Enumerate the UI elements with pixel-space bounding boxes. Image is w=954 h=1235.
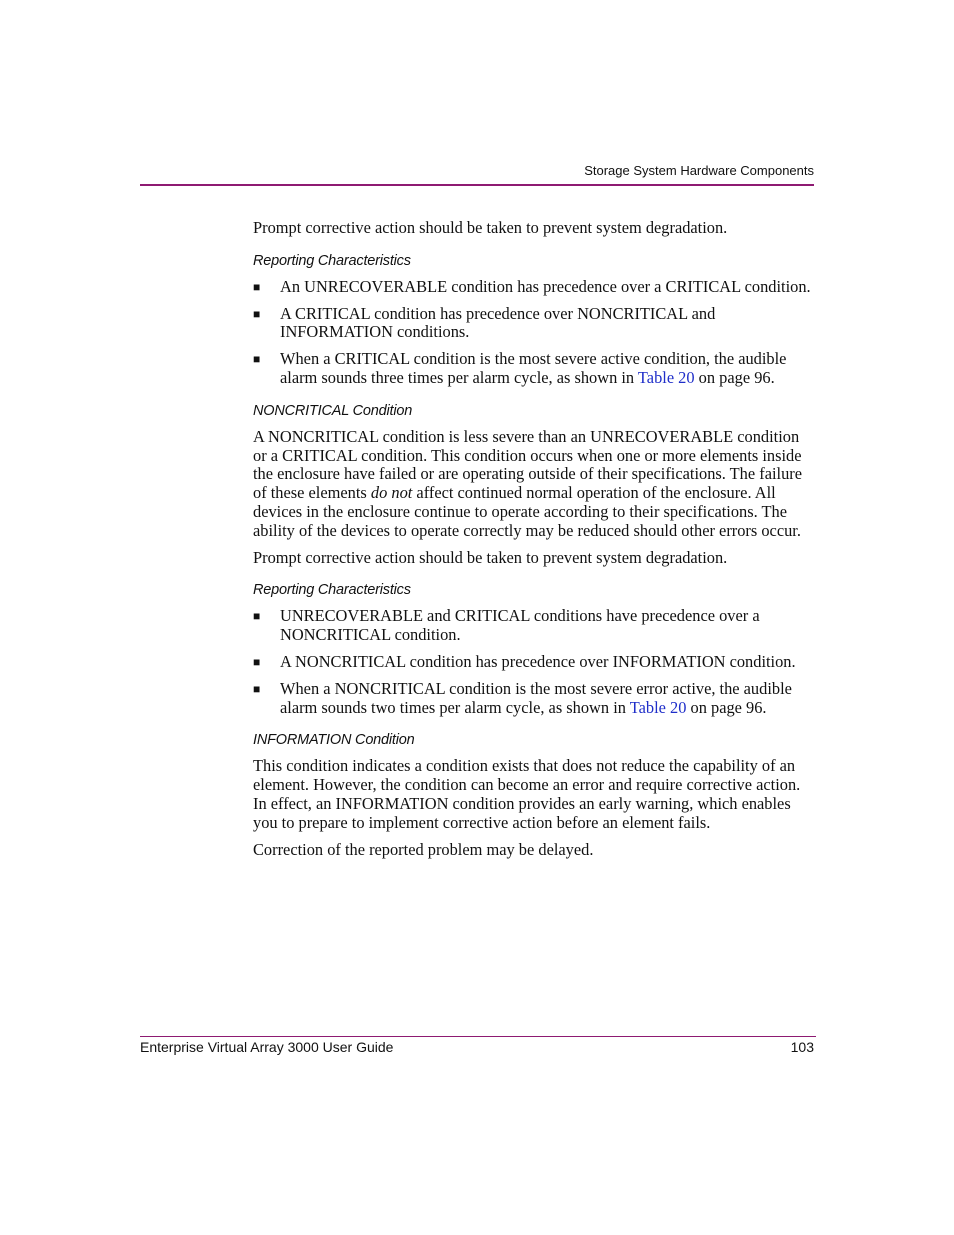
running-header: Storage System Hardware Components <box>584 163 814 178</box>
noncritical-text: A NONCRITICAL condition is less severe than an UNRECOVERABLE condition or a CRITICAL condition. This condition occurs when one or more elements inside the enclosure have failed or are operating outside of their specifications. The failure of these elements <box>253 426 803 503</box>
list-item-text: When a NONCRITICAL condition is the most severe error active, the audible alarm sounds two times per alarm cycle, as shown in <box>280 678 792 717</box>
intro-paragraph: Prompt corrective action should be taken to prevent system degradation. <box>253 218 728 237</box>
list-item <box>253 305 815 343</box>
square-bullet-icon: ■ <box>253 654 261 669</box>
footer-guide-title: Enterprise Virtual Array 3000 User Guide <box>140 1039 394 1055</box>
list-item-text: When a CRITICAL condition is the most severe active condition, the audible alarm sounds three times per alarm cycle, as shown in <box>280 349 787 387</box>
emphasis-text: do not <box>370 483 413 503</box>
square-bullet-icon: ■ <box>253 279 261 294</box>
reporting-characteristics-heading-2: Reporting Characteristics <box>253 582 411 599</box>
list-item <box>253 607 815 645</box>
square-bullet-icon: ■ <box>253 352 261 367</box>
prompt-paragraph: Prompt corrective action should be taken to prevent system degradation. <box>253 547 728 567</box>
page-content <box>253 219 815 867</box>
square-bullet-icon: ■ <box>253 609 261 624</box>
square-bullet-icon: ■ <box>253 681 261 696</box>
list-item <box>253 680 815 718</box>
page-number: 103 <box>790 1039 814 1055</box>
list-item-text: An UNRECOVERABLE condition has precedence over a CRITICAL condition. <box>280 276 811 296</box>
reporting-list-1 <box>253 278 815 388</box>
table-20-link[interactable]: Table 20 <box>637 367 695 387</box>
information-paragraph: This condition indicates a condition exists that does not reduce the capability of an element. However, the condition can become an error and require corrective action. In effect, an INFORMATION condition provides an early warning, which enables you to prepare to implement corrective action before an element fails. <box>253 756 801 832</box>
reporting-list-2 <box>253 607 815 717</box>
list-item-text: A CRITICAL condition has precedence over NONCRITICAL and INFORMATION conditions. <box>280 303 716 342</box>
header-rule <box>140 184 814 186</box>
information-condition-heading: INFORMATION Condition <box>253 732 415 749</box>
noncritical-condition-heading: NONCRITICAL Condition <box>253 402 413 419</box>
list-item-text: on page 96. <box>686 697 767 717</box>
noncritical-text: affect continued normal operation of the enclosure. All devices in the enclosure continue to operate according to their specifications. The ability of the devices to operate correctly may be reduced should other errors occur. <box>253 483 801 540</box>
list-item <box>253 278 815 297</box>
noncritical-paragraph <box>253 428 815 541</box>
list-item-text: A NONCRITICAL condition has precedence over INFORMATION condition. <box>280 651 796 671</box>
table-20-link[interactable]: Table 20 <box>629 697 687 717</box>
list-item <box>253 653 815 672</box>
list-item-text: UNRECOVERABLE and CRITICAL conditions have precedence over a NONCRITICAL condition. <box>280 606 760 645</box>
correction-paragraph: Correction of the reported problem may be delayed. <box>253 839 594 859</box>
list-item <box>253 350 815 388</box>
square-bullet-icon: ■ <box>253 306 261 321</box>
list-item-text: on page 96. <box>694 367 775 387</box>
footer-rule <box>140 1036 816 1037</box>
reporting-characteristics-heading-1: Reporting Characteristics <box>253 252 411 269</box>
